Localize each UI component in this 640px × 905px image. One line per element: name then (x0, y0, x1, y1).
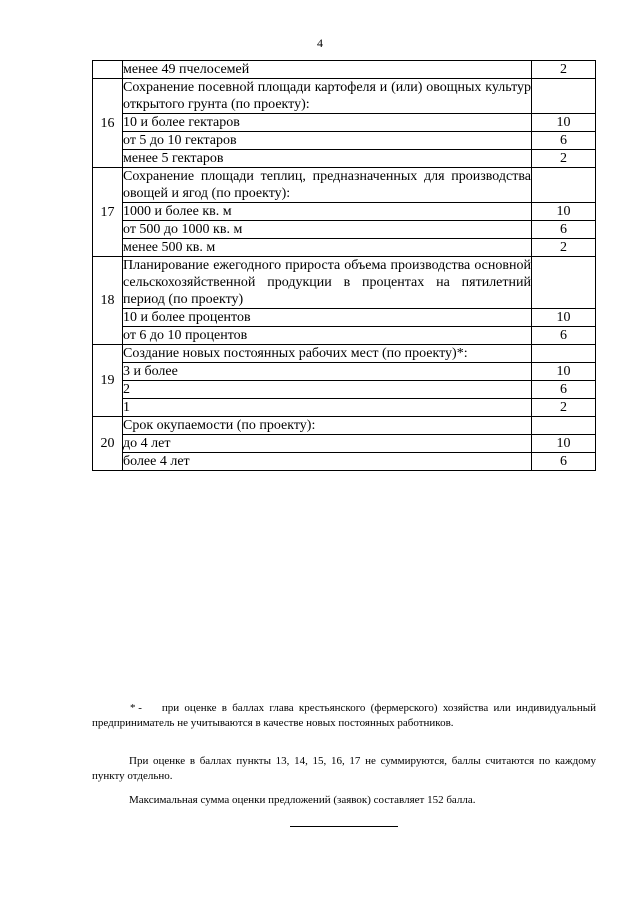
table-row (93, 221, 596, 239)
table-row (93, 257, 596, 309)
table-row (93, 399, 596, 417)
table-row (93, 417, 596, 435)
criterion-number: 18 (93, 257, 123, 345)
footnote-asterisk (92, 701, 596, 731)
option-label: менее 5 гектаров (123, 150, 532, 168)
option-score: 2 (532, 399, 596, 417)
criterion-title: Планирование ежегодного прироста объема производства основной сельскохозяйственной продукции в процентах на пятилетний период (по проекту) (123, 258, 531, 307)
option-score: 10 (532, 363, 596, 381)
table-row (93, 203, 596, 221)
option-label: от 500 до 1000 кв. м (123, 221, 532, 239)
option-score: 2 (532, 61, 596, 79)
option-score: 2 (532, 150, 596, 168)
criterion-title: Сохранение посевной площади картофеля и (или) овощных культур открытого грунта (по проекту): (123, 80, 531, 112)
criterion-title: Срок окупаемости (по проекту): (123, 417, 532, 435)
criterion-number: 16 (93, 79, 123, 168)
option-label: 2 (123, 381, 532, 399)
criterion-title: Создание новых постоянных рабочих мест (по проекту)*: (123, 345, 532, 363)
option-score: 10 (532, 203, 596, 221)
option-label: до 4 лет (123, 435, 532, 453)
criterion-number: 19 (93, 345, 123, 417)
option-label: от 5 до 10 гектаров (123, 132, 532, 150)
page-number: 4 (317, 36, 323, 50)
criterion-number-cell (93, 61, 123, 79)
option-score: 10 (532, 435, 596, 453)
option-score: 6 (532, 221, 596, 239)
table-row (93, 363, 596, 381)
table-row (93, 168, 596, 203)
table-row (93, 132, 596, 150)
table-row (93, 381, 596, 399)
option-label: 1 (123, 399, 532, 417)
option-score: 10 (532, 114, 596, 132)
table-row (93, 327, 596, 345)
table-row (93, 79, 596, 114)
criterion-number: 17 (93, 168, 123, 257)
option-score: 10 (532, 309, 596, 327)
option-score: 6 (532, 381, 596, 399)
option-score: 2 (532, 239, 596, 257)
option-score-empty (532, 417, 596, 435)
table-row (93, 453, 596, 471)
option-label: 10 и более гектаров (123, 114, 532, 132)
option-score: 6 (532, 132, 596, 150)
option-score: 6 (532, 327, 596, 345)
option-label: 10 и более процентов (123, 309, 532, 327)
option-label: менее 500 кв. м (123, 239, 532, 257)
option-score-empty (532, 79, 596, 114)
footnote-mark: * - (130, 702, 142, 714)
option-score: 6 (532, 453, 596, 471)
footnote-max-score: Максимальная сумма оценки предложений (заявок) составляет 152 балла. (129, 794, 476, 806)
criterion-number: 20 (93, 417, 123, 471)
option-label: от 6 до 10 процентов (123, 327, 532, 345)
option-score-empty (532, 345, 596, 363)
footnote-asterisk-text: при оценке в баллах глава крестьянского (фермерского) хозяйства или индивидуальный предприниматель не учитываются в качестве новых постоянных работников. (92, 702, 596, 729)
table-row (93, 239, 596, 257)
footnote-scoring-note: При оценке в баллах пункты 13, 14, 15, 16, 17 не суммируются, баллы считаются по каждому пункту отдельно. (92, 755, 596, 782)
table-row (93, 435, 596, 453)
table-row (93, 114, 596, 132)
criterion-title: Сохранение площади теплиц, предназначенных для производства овощей и ягод (по проекту): (123, 169, 531, 201)
criteria-table (92, 60, 596, 471)
table-row (93, 345, 596, 363)
option-label: 3 и более (123, 363, 532, 381)
option-score-empty (532, 168, 596, 203)
option-label: 1000 и более кв. м (123, 203, 532, 221)
table-row (93, 309, 596, 327)
end-divider (290, 826, 398, 827)
table-row (93, 61, 596, 79)
option-label: более 4 лет (123, 453, 532, 471)
table-row (93, 150, 596, 168)
option-label: менее 49 пчелосемей (123, 61, 532, 79)
option-score-empty (532, 257, 596, 309)
